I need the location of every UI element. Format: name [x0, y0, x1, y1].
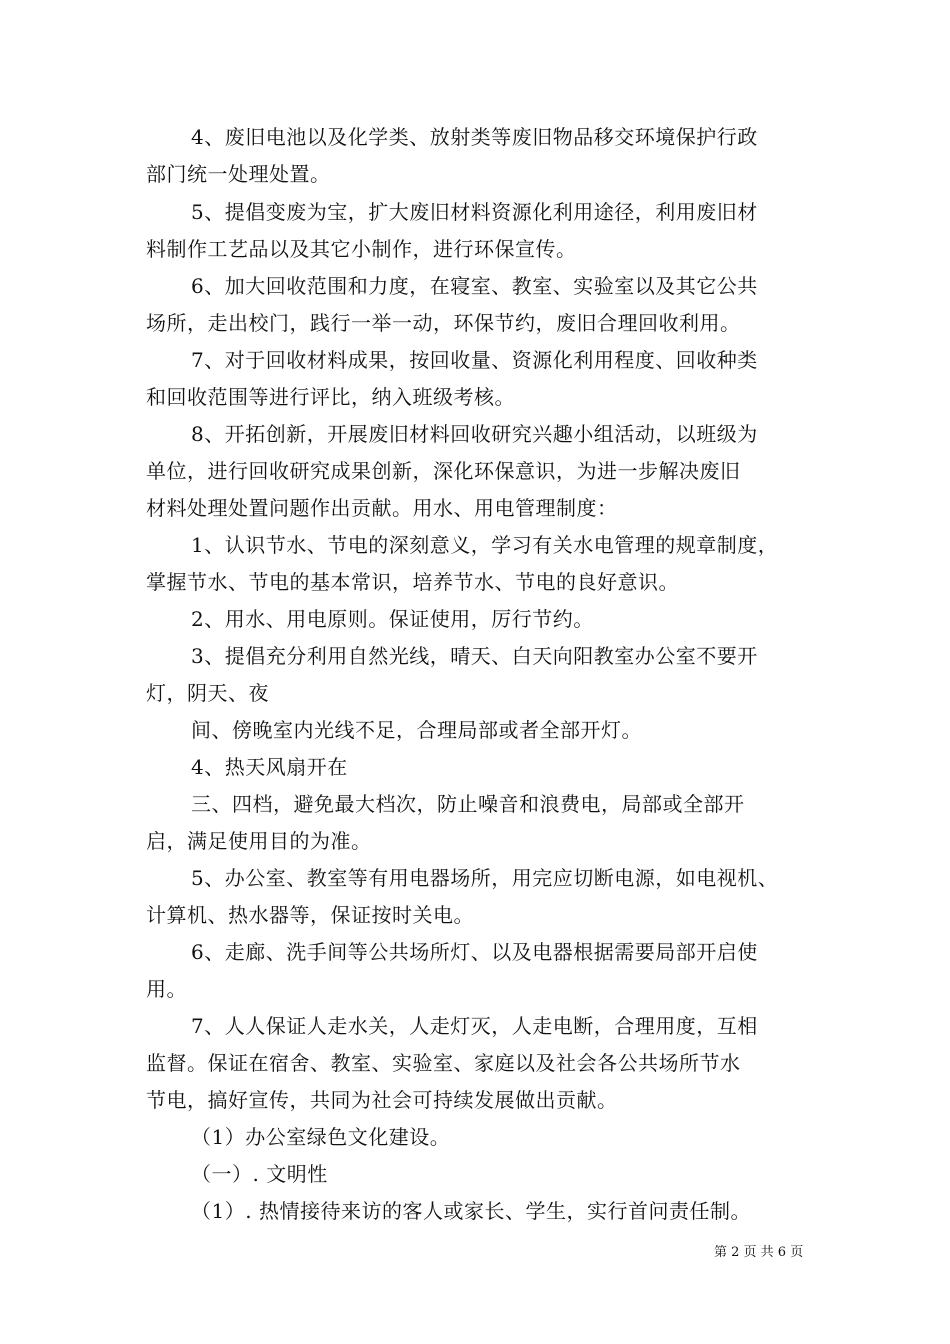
text-line: 掌握节水、节电的基本常识，培养节水、节电的良好意识。 [146, 570, 679, 594]
text-line: 单位，进行回收研究成果创新，深化环保意识，为进一步解决废旧 [146, 459, 741, 483]
text-line: 8、开拓创新，开展废旧材料回收研究兴趣小组活动，以班级为 [191, 422, 758, 446]
text-line: 3、提倡充分利用自然光线，晴天、白天向阳教室办公室不要开 [191, 644, 758, 668]
text-line: 6、加大回收范围和力度，在寝室、教室、实验室以及其它公共 [191, 274, 758, 298]
text-line: 三、四档，避免最大档次，防止噪音和浪费电，局部或全部开 [191, 792, 745, 816]
text-line: 监督。保证在宿舍、教室、实验室、家庭以及社会各公共场所节水 [146, 1051, 741, 1075]
text-line: 料制作工艺品以及其它小制作，进行环保宣传。 [146, 237, 577, 261]
text-line: 4、热天风扇开在 [191, 755, 348, 779]
text-line: 部门统一处理处置。 [146, 162, 331, 186]
text-line: 间、傍晚室内光线不足，合理局部或者全部开灯。 [191, 718, 642, 742]
text-line: 1、认识节水、节电的深刻意义，学习有关水电管理的规章制度， [191, 533, 779, 557]
text-line: 和回收范围等进行评比，纳入班级考核。 [146, 385, 515, 409]
text-line: 场所，走出校门，践行一举一动，环保节约，废旧合理回收利用。 [146, 311, 741, 335]
text-line: （1）办公室绿色文化建设。 [191, 1125, 451, 1149]
text-line: 5、提倡变废为宝，扩大废旧材料资源化利用途径，利用废旧材 [191, 200, 758, 224]
text-line: 材料处理处置问题作出贡献。用水、用电管理制度： [146, 496, 618, 520]
text-line: 7、对于回收材料成果，按回收量、资源化利用程度、回收种类 [191, 348, 758, 372]
text-line: 7、人人保证人走水关，人走灯灭，人走电断，合理用度，互相 [191, 1014, 758, 1038]
text-line: （1）. 热情接待来访的客人或家长、学生，实行首问责任制。 [191, 1199, 751, 1223]
text-line: 用。 [146, 977, 187, 1001]
text-line: 计算机、热水器等，保证按时关电。 [146, 903, 474, 927]
text-line: 2、用水、用电原则。保证使用，厉行节约。 [191, 607, 594, 631]
page-number: 第 2 页 共 6 页 [714, 1245, 804, 1260]
text-line: （一）. 文明性 [191, 1162, 328, 1186]
text-line: 节电，搞好宣传，共同为社会可持续发展做出贡献。 [146, 1088, 618, 1112]
text-line: 5、办公室、教室等有用电器场所，用完应切断电源，如电视机、 [191, 866, 779, 890]
text-line: 4、废旧电池以及化学类、放射类等废旧物品移交环境保护行政 [191, 125, 758, 149]
text-line: 灯，阴天、夜 [146, 681, 269, 705]
text-line: 6、走廊、洗手间等公共场所灯、以及电器根据需要局部开启使 [191, 940, 758, 964]
text-line: 启，满足使用目的为准。 [146, 829, 372, 853]
